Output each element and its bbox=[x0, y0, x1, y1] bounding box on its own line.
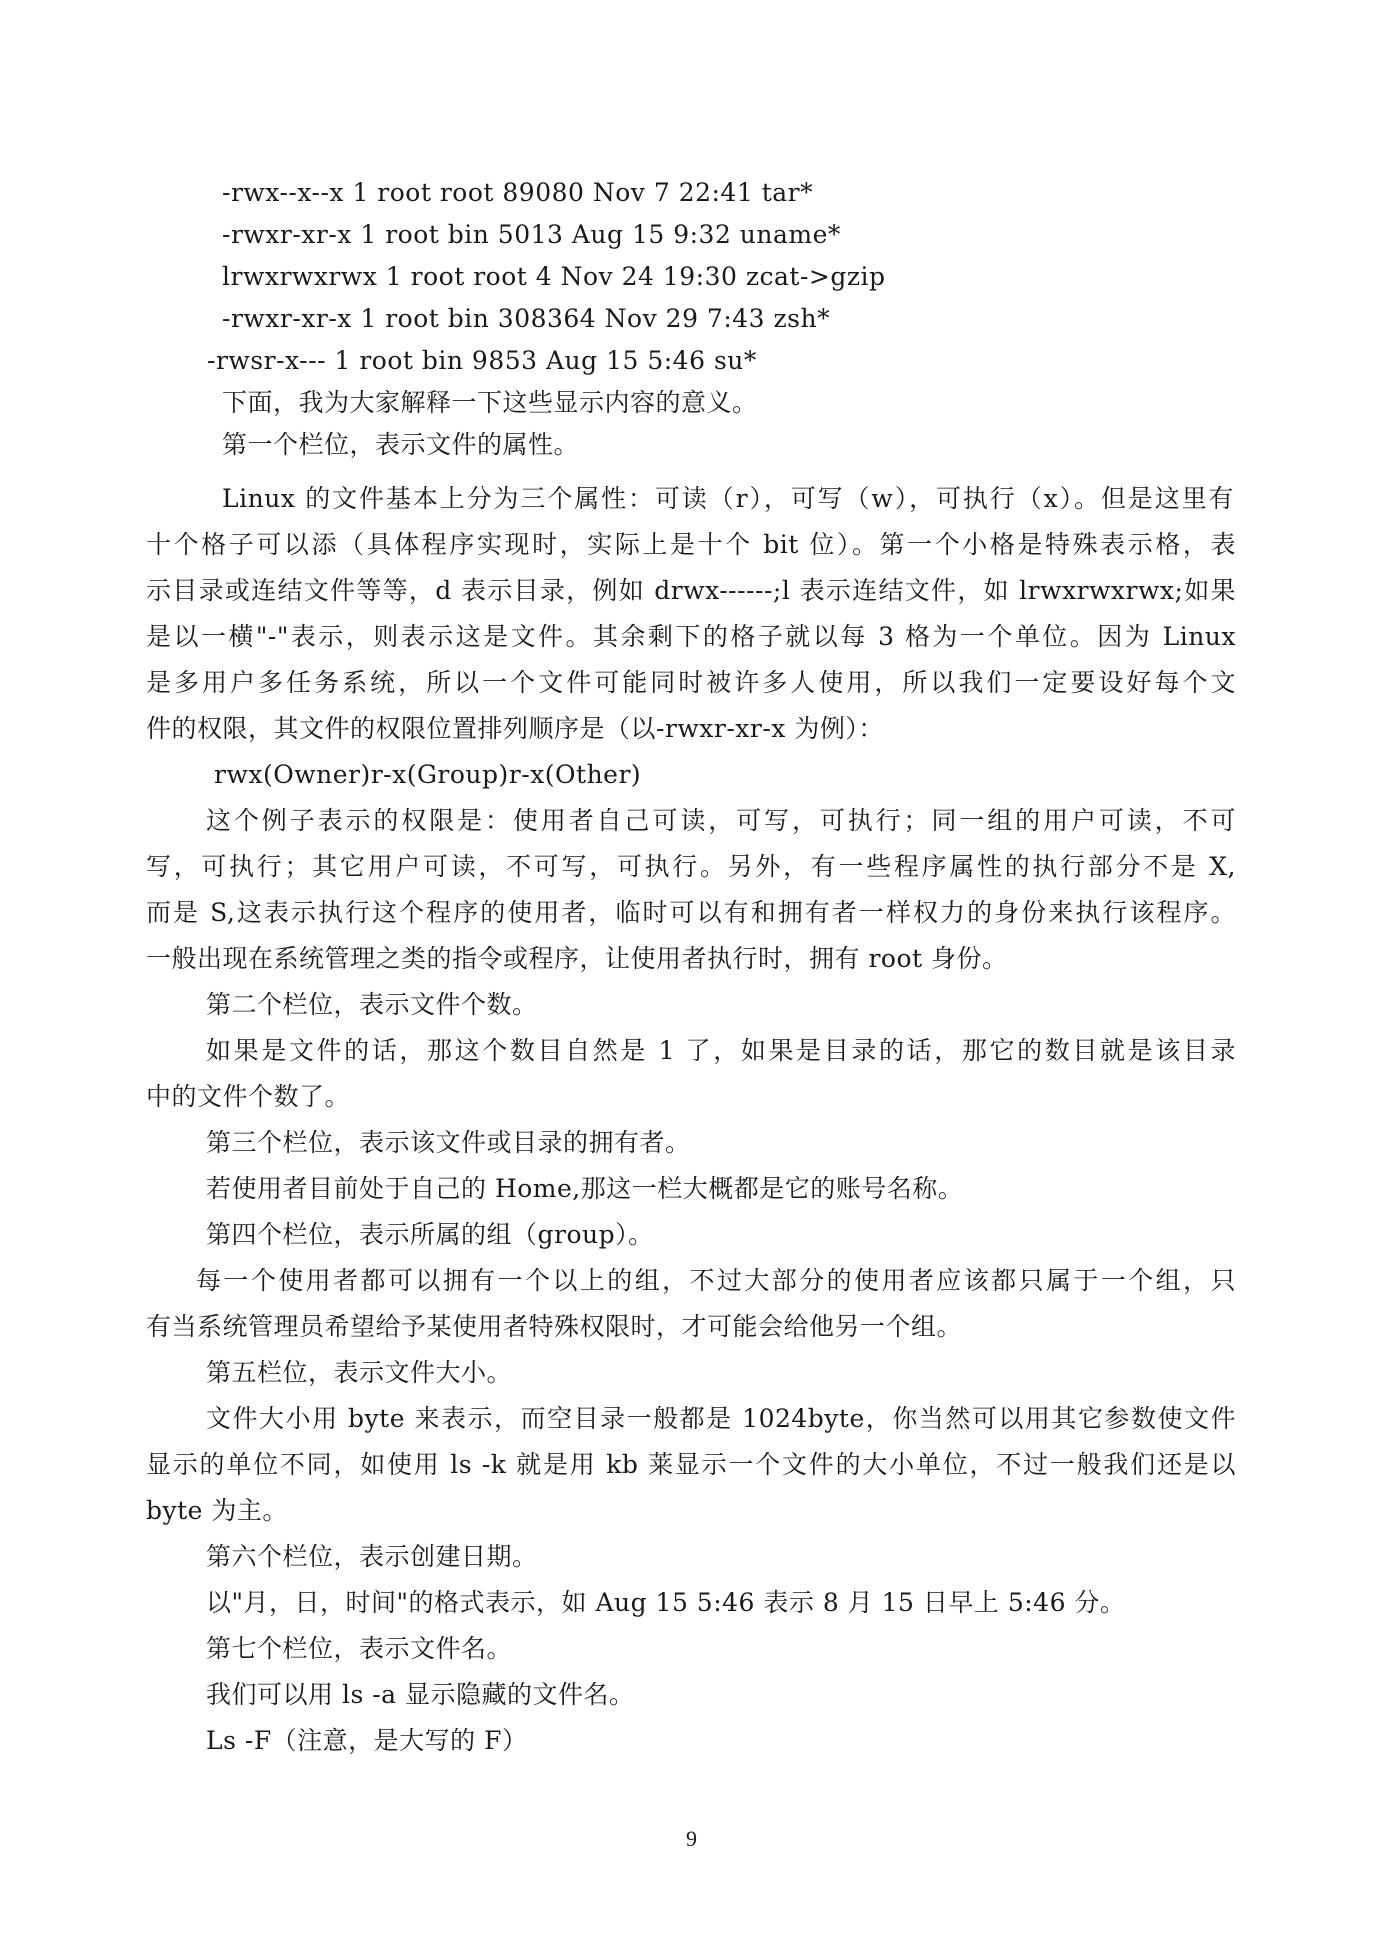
page-number: 9 bbox=[686, 1826, 697, 1851]
paragraph-line: 若使用者目前处于自己的 Home,那这一栏大概都是它的账号名称。 bbox=[206, 1174, 964, 1203]
code-line: -rwxr-xr-x 1 root bin 5013 Aug 15 9:32 uname* bbox=[222, 220, 841, 249]
paragraph-line: 每一个使用者都可以拥有一个以上的组，不过大部分的使用者应该都只属于一个组，只 bbox=[196, 1266, 1236, 1295]
section-heading: 第二个栏位，表示文件个数。 bbox=[206, 990, 538, 1019]
paragraph-line: Ls -F（注意，是大写的 F） bbox=[206, 1726, 528, 1755]
paragraph-line: 中的文件个数了。 bbox=[146, 1082, 351, 1111]
paragraph-line: byte 为主。 bbox=[146, 1496, 288, 1525]
paragraph-line: 以"月，日，时间"的格式表示，如 Aug 15 5:46 表示 8 月 15 日早上 5:46 分。 bbox=[206, 1588, 1126, 1617]
code-line: lrwxrwxrwx 1 root root 4 Nov 24 19:30 zcat->gzip bbox=[222, 262, 886, 291]
paragraph-line: 我们可以用 ls -a 显示隐藏的文件名。 bbox=[206, 1680, 635, 1709]
section-heading: 第五栏位，表示文件大小。 bbox=[206, 1358, 513, 1387]
paragraph-line: 下面，我为大家解释一下这些显示内容的意义。 bbox=[222, 388, 758, 417]
paragraph-line: 一般出现在系统管理之类的指令或程序，让使用者执行时，拥有 root 身份。 bbox=[146, 944, 1008, 973]
paragraph-line: 件的权限，其文件的权限位置排列顺序是（以-rwxr-xr-x 为例）： bbox=[146, 714, 884, 743]
section-heading: 第一个栏位，表示文件的属性。 bbox=[222, 430, 580, 459]
section-heading: 第七个栏位，表示文件名。 bbox=[206, 1634, 513, 1663]
permission-example: rwx(Owner)r-x(Group)r-x(Other) bbox=[214, 760, 642, 789]
code-line: -rwx--x--x 1 root root 89080 Nov 7 22:41 tar* bbox=[222, 178, 814, 207]
section-heading: 第四个栏位，表示所属的组（group）。 bbox=[206, 1220, 654, 1249]
paragraph-line: 是多用户多任务系统，所以一个文件可能同时被许多人使用，所以我们一定要设好每个文 bbox=[146, 668, 1236, 697]
section-heading: 第六个栏位，表示创建日期。 bbox=[206, 1542, 538, 1571]
code-line: -rwsr-x--- 1 root bin 9853 Aug 15 5:46 su* bbox=[207, 346, 757, 375]
paragraph-line: 有当系统管理员希望给予某使用者特殊权限时，才可能会给他另一个组。 bbox=[146, 1312, 963, 1341]
paragraph-line: 这个例子表示的权限是：使用者自己可读，可写，可执行；同一组的用户可读，不可 bbox=[206, 806, 1236, 835]
paragraph-line: 显示的单位不同，如使用 ls -k 就是用 kb 莱显示一个文件的大小单位，不过一般我们还是以 bbox=[146, 1450, 1236, 1479]
paragraph-line: 而是 S,这表示执行这个程序的使用者，临时可以有和拥有者一样权力的身份来执行该程序。 bbox=[146, 898, 1236, 927]
paragraph-line: 文件大小用 byte 来表示，而空目录一般都是 1024byte，你当然可以用其它参数使文件 bbox=[206, 1404, 1236, 1433]
paragraph-line: 写，可执行；其它用户可读，不可写，可执行。另外，有一些程序属性的执行部分不是 X, bbox=[146, 852, 1236, 881]
paragraph-line: 如果是文件的话，那这个数目自然是 1 了，如果是目录的话，那它的数目就是该目录 bbox=[206, 1036, 1236, 1065]
paragraph-line: 示目录或连结文件等等，d 表示目录，例如 drwx------;l 表示连结文件，如 lrwxrwxrwx;如果 bbox=[146, 576, 1236, 605]
paragraph-line: 十个格子可以添（具体程序实现时，实际上是十个 bit 位）。第一个小格是特殊表示格，表 bbox=[146, 530, 1236, 559]
code-line: -rwxr-xr-x 1 root bin 308364 Nov 29 7:43 zsh* bbox=[222, 304, 831, 333]
paragraph-line: 是以一横"-"表示，则表示这是文件。其余剩下的格子就以每 3 格为一个单位。因为 Linux bbox=[146, 622, 1236, 651]
paragraph-line: Linux 的文件基本上分为三个属性：可读（r），可写（w），可执行（x）。但是这里有 bbox=[222, 484, 1234, 513]
section-heading: 第三个栏位，表示该文件或目录的拥有者。 bbox=[206, 1128, 691, 1157]
